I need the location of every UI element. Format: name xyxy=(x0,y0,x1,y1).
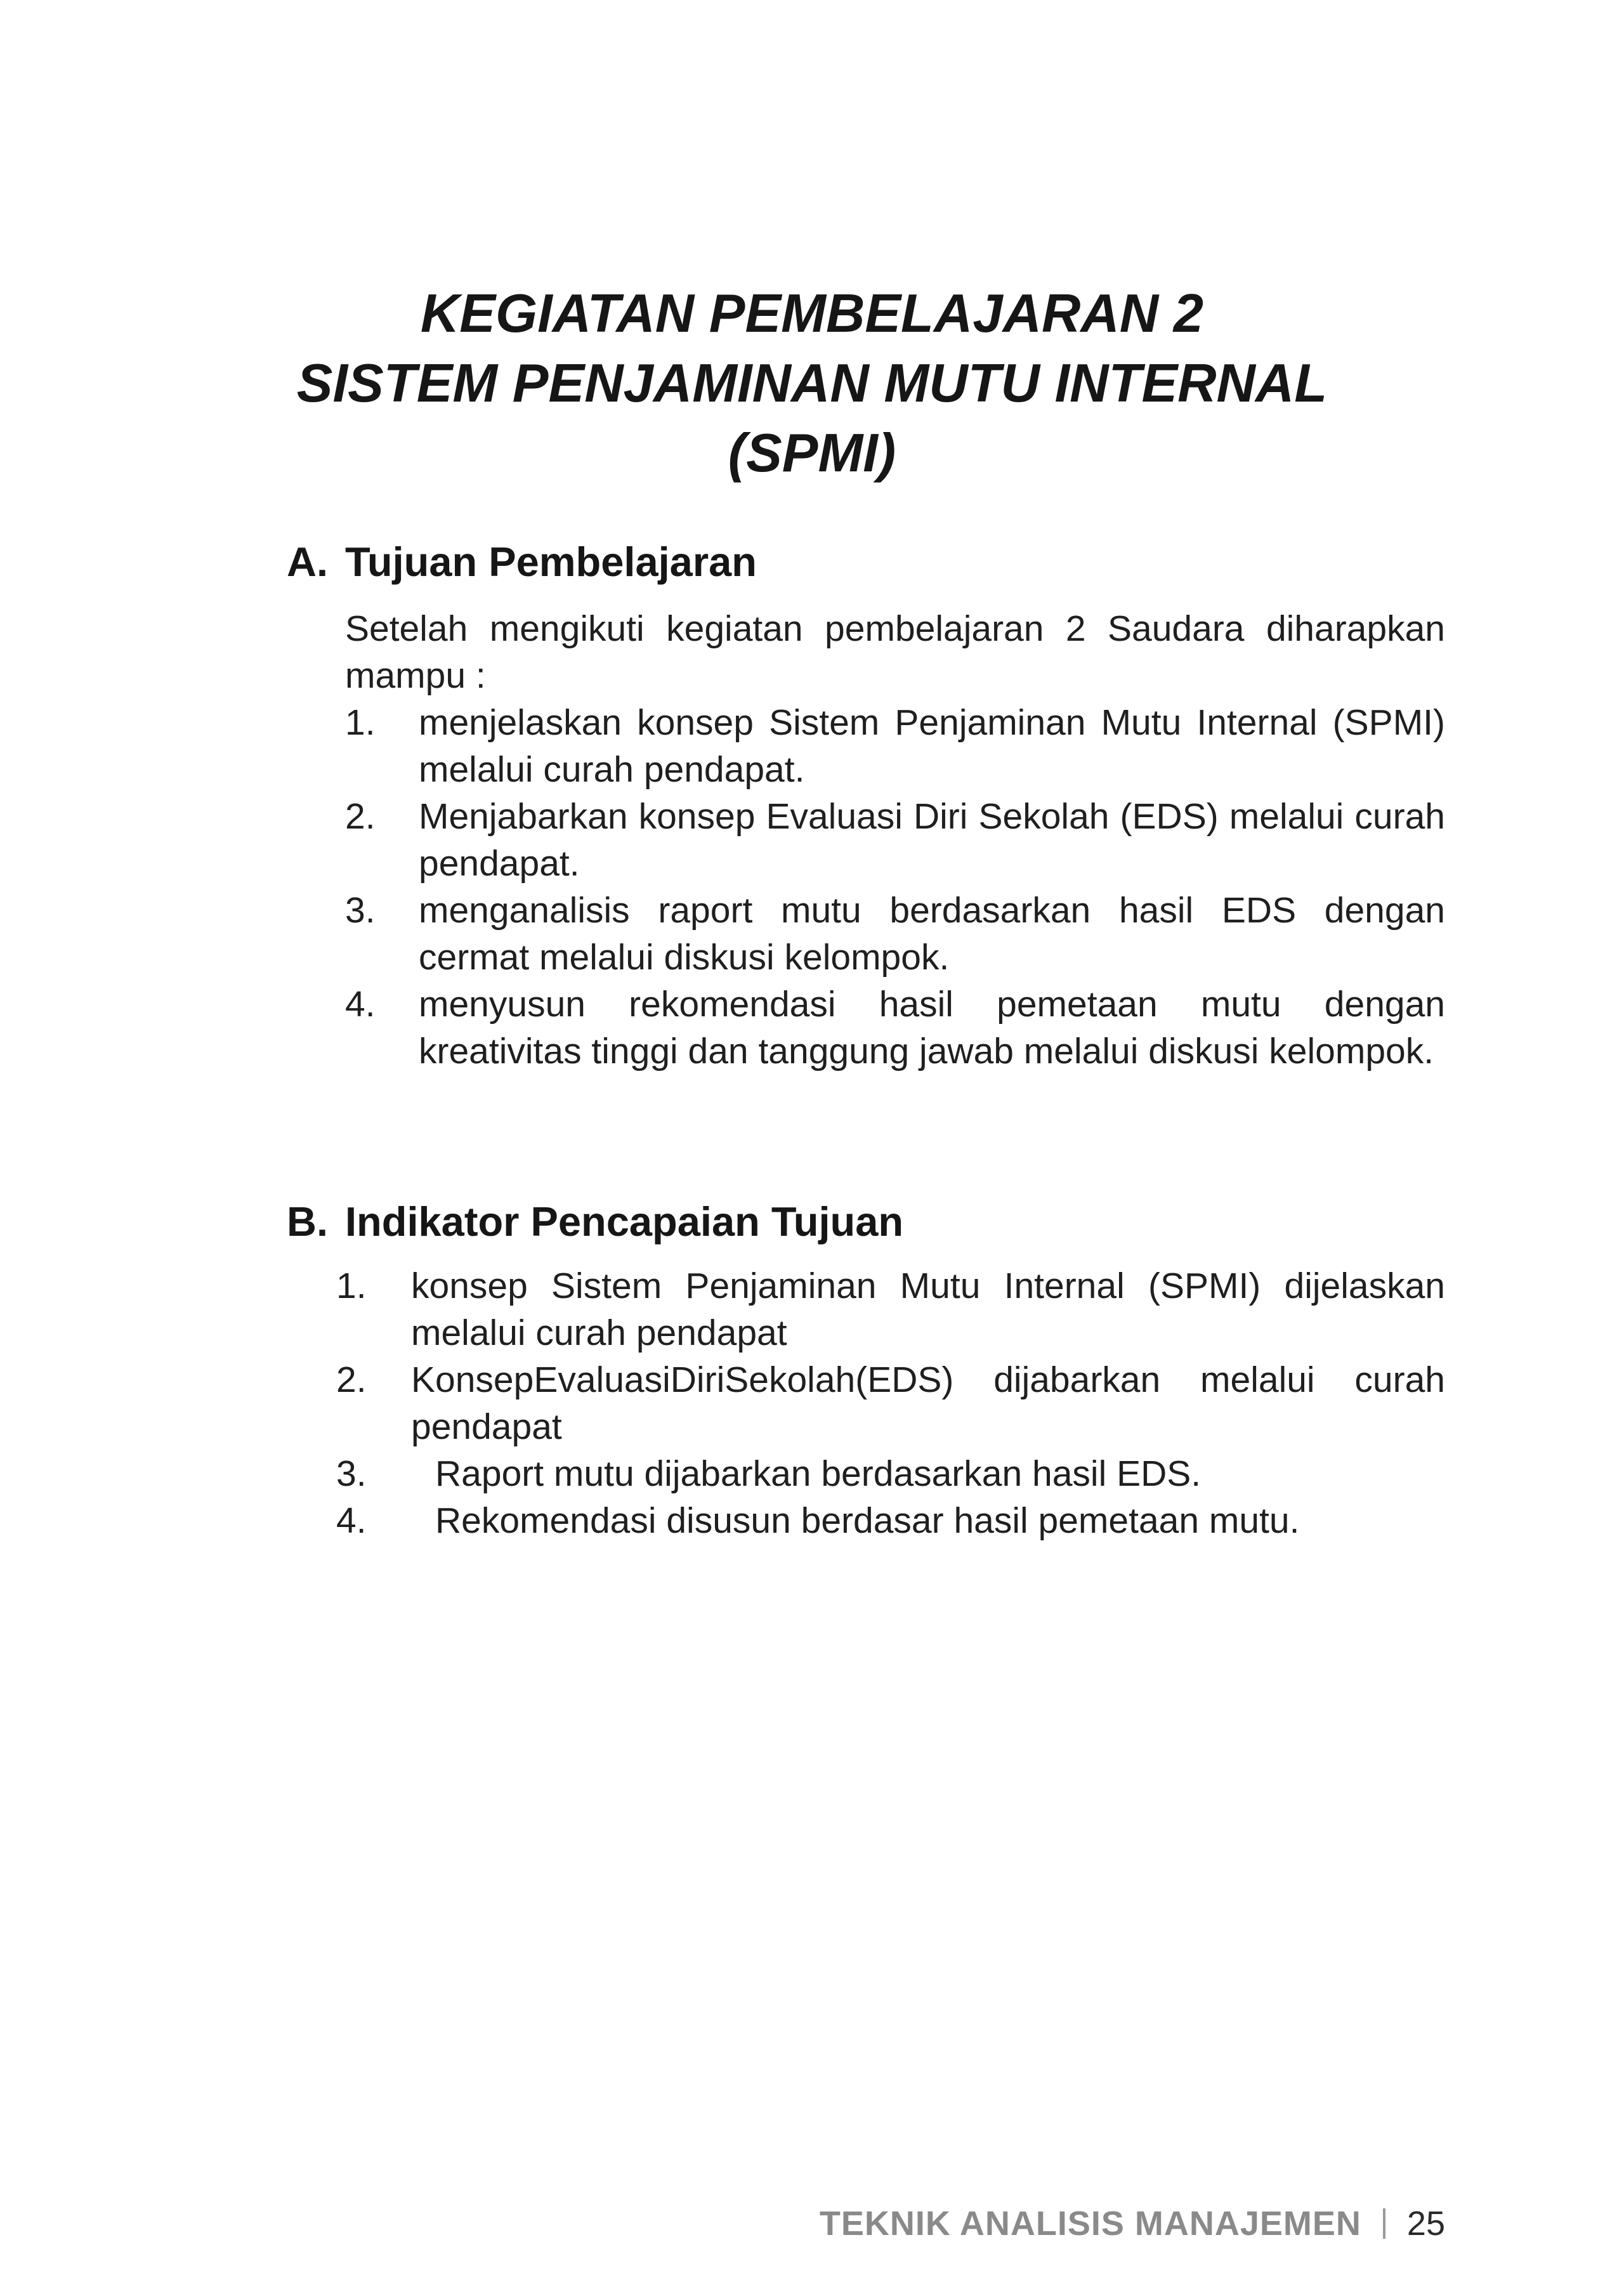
section-a-list xyxy=(345,699,1445,1075)
list-item-number: 2. xyxy=(345,796,376,837)
list-item-text: menjelaskan konsep Sistem Penjaminan Mutu Internal (SPMI) melalui curah pendapat. xyxy=(419,702,1445,790)
list-item-number: 3. xyxy=(345,890,376,931)
list-item-text: menyusun rekomendasi hasil pemetaan mutu dengan kreativitas tinggi dan tanggung jawab melalui diskusi kelompok. xyxy=(419,984,1445,1072)
list-item-text: Rekomendasi disusun berdasar hasil pemetaan mutu. xyxy=(435,1500,1300,1541)
section-b-list xyxy=(336,1262,1445,1544)
page-title xyxy=(0,279,1624,488)
section-a-heading xyxy=(287,537,757,587)
list-item xyxy=(336,1450,1445,1497)
section-b-letter: B. xyxy=(287,1198,328,1245)
list-item-text: Menjabarkan konsep Evaluasi Diri Sekolah (EDS) melalui curah pendapat. xyxy=(419,796,1445,884)
page-number: 25 xyxy=(1406,2205,1445,2243)
list-item-number: 3. xyxy=(336,1453,367,1494)
list-item xyxy=(336,1497,1445,1544)
section-b-title: Indikator Pencapaian Tujuan xyxy=(345,1198,904,1245)
list-item xyxy=(336,1356,1445,1450)
title-line-3: (SPMI) xyxy=(728,423,896,483)
list-item-text: KonsepEvaluasiDiriSekolah(EDS) dijabarkan melalui curah pendapat xyxy=(411,1360,1445,1447)
page-footer xyxy=(820,2201,1445,2246)
list-item xyxy=(336,1262,1445,1356)
list-item-text: menganalisis raport mutu berdasarkan hasil EDS dengan cermat melalui diskusi kelompok. xyxy=(419,890,1445,978)
list-item xyxy=(345,887,1445,981)
section-a-title: Tujuan Pembelajaran xyxy=(345,539,757,585)
list-item-number: 2. xyxy=(336,1360,367,1400)
list-item-number: 4. xyxy=(345,984,376,1025)
section-a-intro: Setelah mengikuti kegiatan pembelajaran 2 Saudara diharapkan mampu : xyxy=(345,608,1445,696)
title-line-2: SISTEM PENJAMINAN MUTU INTERNAL xyxy=(296,353,1328,414)
list-item xyxy=(345,981,1445,1075)
title-line-1: KEGIATAN PEMBELAJARAN 2 xyxy=(420,284,1204,344)
list-item-number: 4. xyxy=(336,1500,367,1541)
list-item-text: konsep Sistem Penjaminan Mutu Internal (SPMI) dijelaskan melalui curah pendapat xyxy=(411,1266,1445,1353)
list-item xyxy=(345,699,1445,793)
footer-title: TEKNIK ANALISIS MANAJEMEN xyxy=(819,2205,1361,2243)
list-item-text: Raport mutu dijabarkan berdasarkan hasil EDS. xyxy=(435,1453,1202,1494)
list-item xyxy=(345,793,1445,887)
section-a-letter: A. xyxy=(287,539,328,585)
footer-divider xyxy=(1383,2208,1385,2239)
list-item-number: 1. xyxy=(336,1266,367,1306)
section-b-heading xyxy=(287,1196,903,1247)
list-item-number: 1. xyxy=(345,702,376,743)
